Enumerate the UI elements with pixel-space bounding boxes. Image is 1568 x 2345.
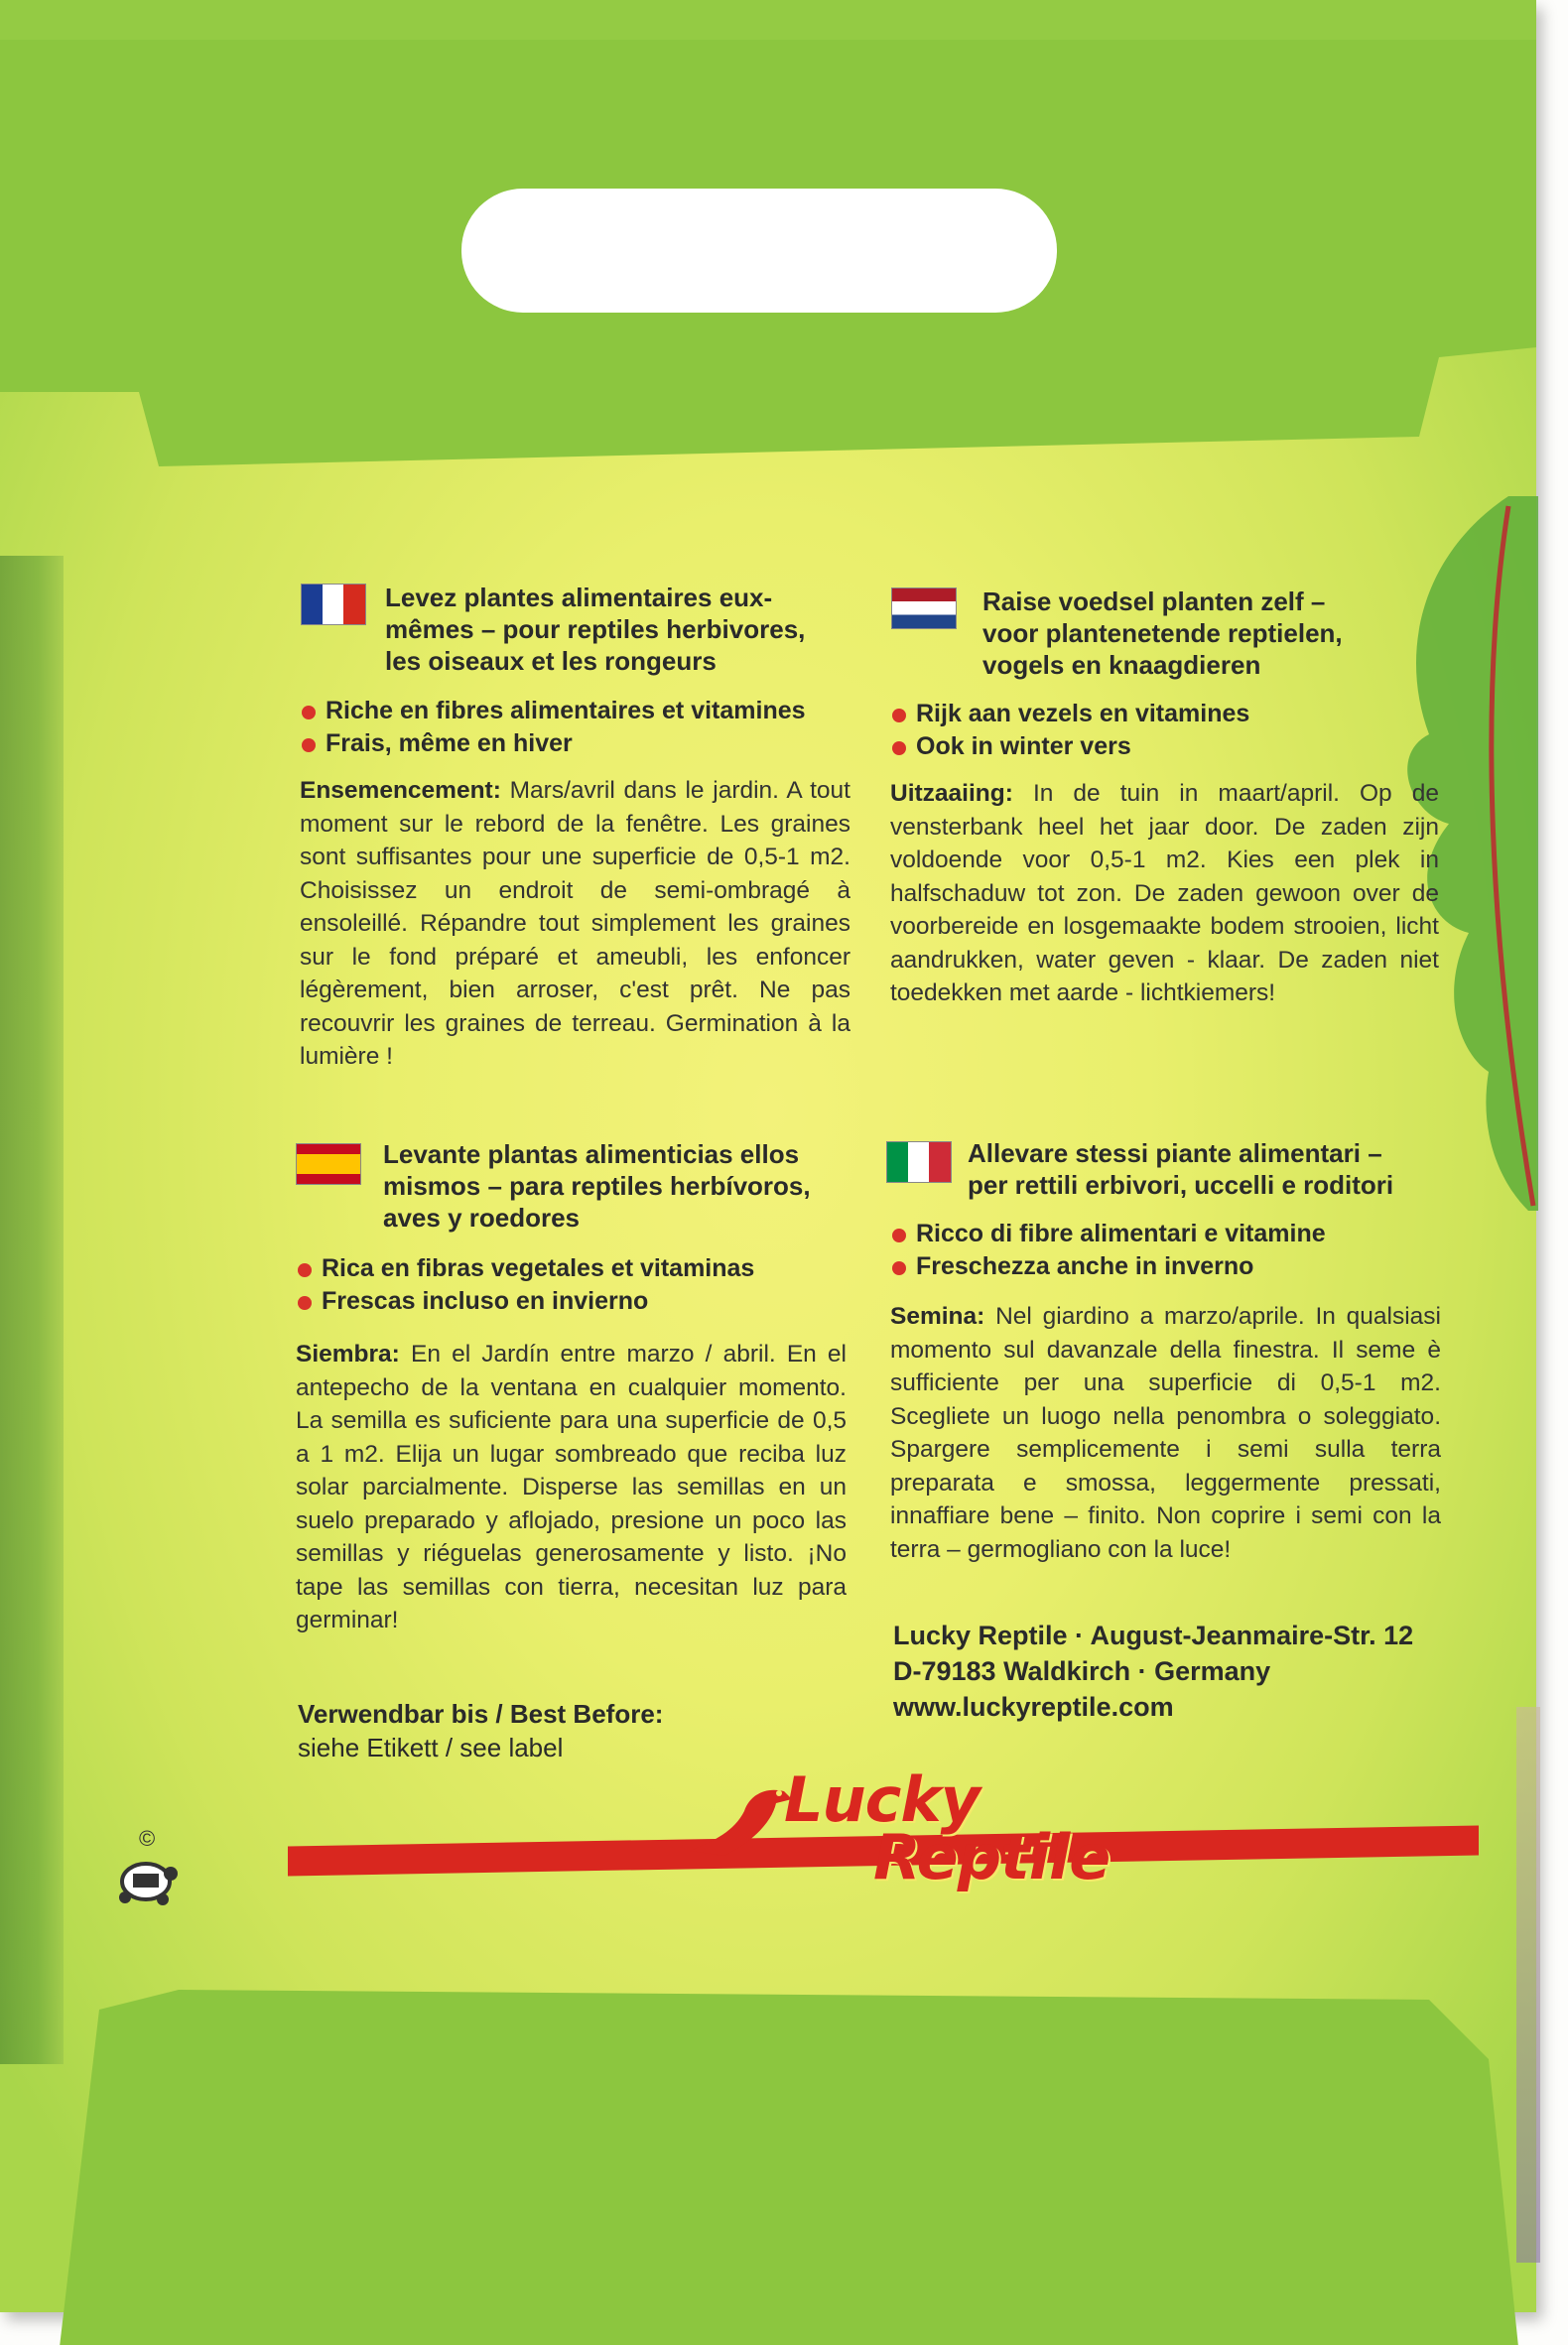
dutch-bullets bbox=[890, 698, 1446, 763]
spanish-bullets bbox=[296, 1252, 891, 1318]
spanish-heading: Levante plantas alimenticias ellos mismos – para reptiles herbívoros, aves y roedores bbox=[383, 1139, 811, 1233]
list-item: Rijk aan vezels en vitamines bbox=[890, 698, 1446, 730]
french-heading: Levez plantes alimentaires eux- mêmes – pour reptiles herbivores, les oiseaux et les rongeurs bbox=[385, 583, 806, 676]
french-bullets bbox=[300, 695, 895, 760]
list-item: Ricco di fibre alimentari e vitamine bbox=[890, 1218, 1446, 1250]
list-item: Freschezza anche in inverno bbox=[890, 1250, 1446, 1283]
dutch-instructions: Uitzaaiing: In de tuin in maart/april. Op de vensterbank heel het jaar door. De zaden zijn voldoende voor 0,5-1 m2. Kies een plek in halfschaduw tot zon. De zaden gewoon over de voorbereide en losgemaakte bodem strooien, licht aandrukken, water geven - klaar. De zaden niet toedekken met aarde - lichtkiemers! bbox=[890, 780, 1439, 1006]
flag-italy-icon bbox=[886, 1141, 952, 1183]
flag-netherlands-icon bbox=[891, 587, 957, 629]
plant-image-strip-left bbox=[0, 556, 64, 2064]
brand-logo: Lucky Reptile bbox=[784, 1763, 1111, 1893]
copyright-symbol: © bbox=[139, 1826, 156, 1851]
list-item: Frais, même en hiver bbox=[300, 727, 895, 760]
french-instructions: Ensemencement: Mars/avril dans le jardin. A tout moment sur le rebord de la fenêtre. Les graines sont suffisantes pour une superficie de 0,5-1 m2. Choisissez un endroit de semi-ombragé à ensoleillé. Répandre tout simplement les graines sur le fond préparé et ameubli, les enfoncer légèrement, bien arroser, c'est prêt. Ne pas recouvrir les graines de terreau. Germination à la lumière ! bbox=[300, 777, 850, 1070]
list-item: Riche en fibres alimentaires et vitamines bbox=[300, 695, 895, 727]
spanish-instructions: Siembra: En el Jardín entre marzo / abril. En el antepecho de la ventana en cualquier momento. La semilla es suficiente para una superficie de 0,5 a 1 m2. Elija un lugar sombreado que reciba luz solar parcialmente. Disperse las semillas en un suelo preparado y aflojado, presione un poco las semillas y riéguelas generosamente y listo. ¡No tape las semillas con tierra, necesitan luz para germinar! bbox=[296, 1341, 847, 1633]
flag-spain-icon bbox=[296, 1143, 361, 1185]
website-link[interactable]: www.luckyreptile.com bbox=[893, 1692, 1174, 1722]
top-flap bbox=[0, 0, 1536, 466]
flag-france-icon bbox=[301, 584, 366, 625]
list-item: Ook in winter vers bbox=[890, 730, 1446, 763]
italian-instructions: Semina: Nel giardino a marzo/aprile. In qualsiasi momento sul davanzale della finestra. Il seme è sufficiente per una superficie di 0,5-1 m2. Scegliete un luogo nella penombra o soleggiato. Spargere semplicemente i semi sulla terra preparata e smossa, leggermente pressati, innaffiare bene – finito. Non coprire i semi con la terra – germogliano con la luce! bbox=[890, 1303, 1441, 1563]
list-item: Frescas incluso en invierno bbox=[296, 1285, 891, 1318]
turtle-icon bbox=[111, 1852, 181, 1911]
italian-bullets bbox=[890, 1218, 1446, 1283]
bottom-flap bbox=[60, 1970, 1528, 2345]
list-item: Rica en fibras vegetales et vitaminas bbox=[296, 1252, 891, 1285]
lizard-logo-icon bbox=[685, 1771, 794, 1861]
hang-hole bbox=[461, 189, 1057, 313]
company-address: Lucky Reptile · August-Jeanmaire-Str. 12 D-79183 Waldkirch · Germany www.luckyreptile.com bbox=[893, 1618, 1413, 1725]
best-before: Verwendbar bis / Best Before: siehe Etikett / see label bbox=[298, 1699, 664, 1762]
italian-heading: Allevare stessi piante alimentari – per rettili erbivori, uccelli e roditori bbox=[968, 1138, 1394, 1200]
dutch-heading: Raise voedsel planten zelf – voor plantenetende reptielen, vogels en knaagdieren bbox=[982, 586, 1343, 680]
